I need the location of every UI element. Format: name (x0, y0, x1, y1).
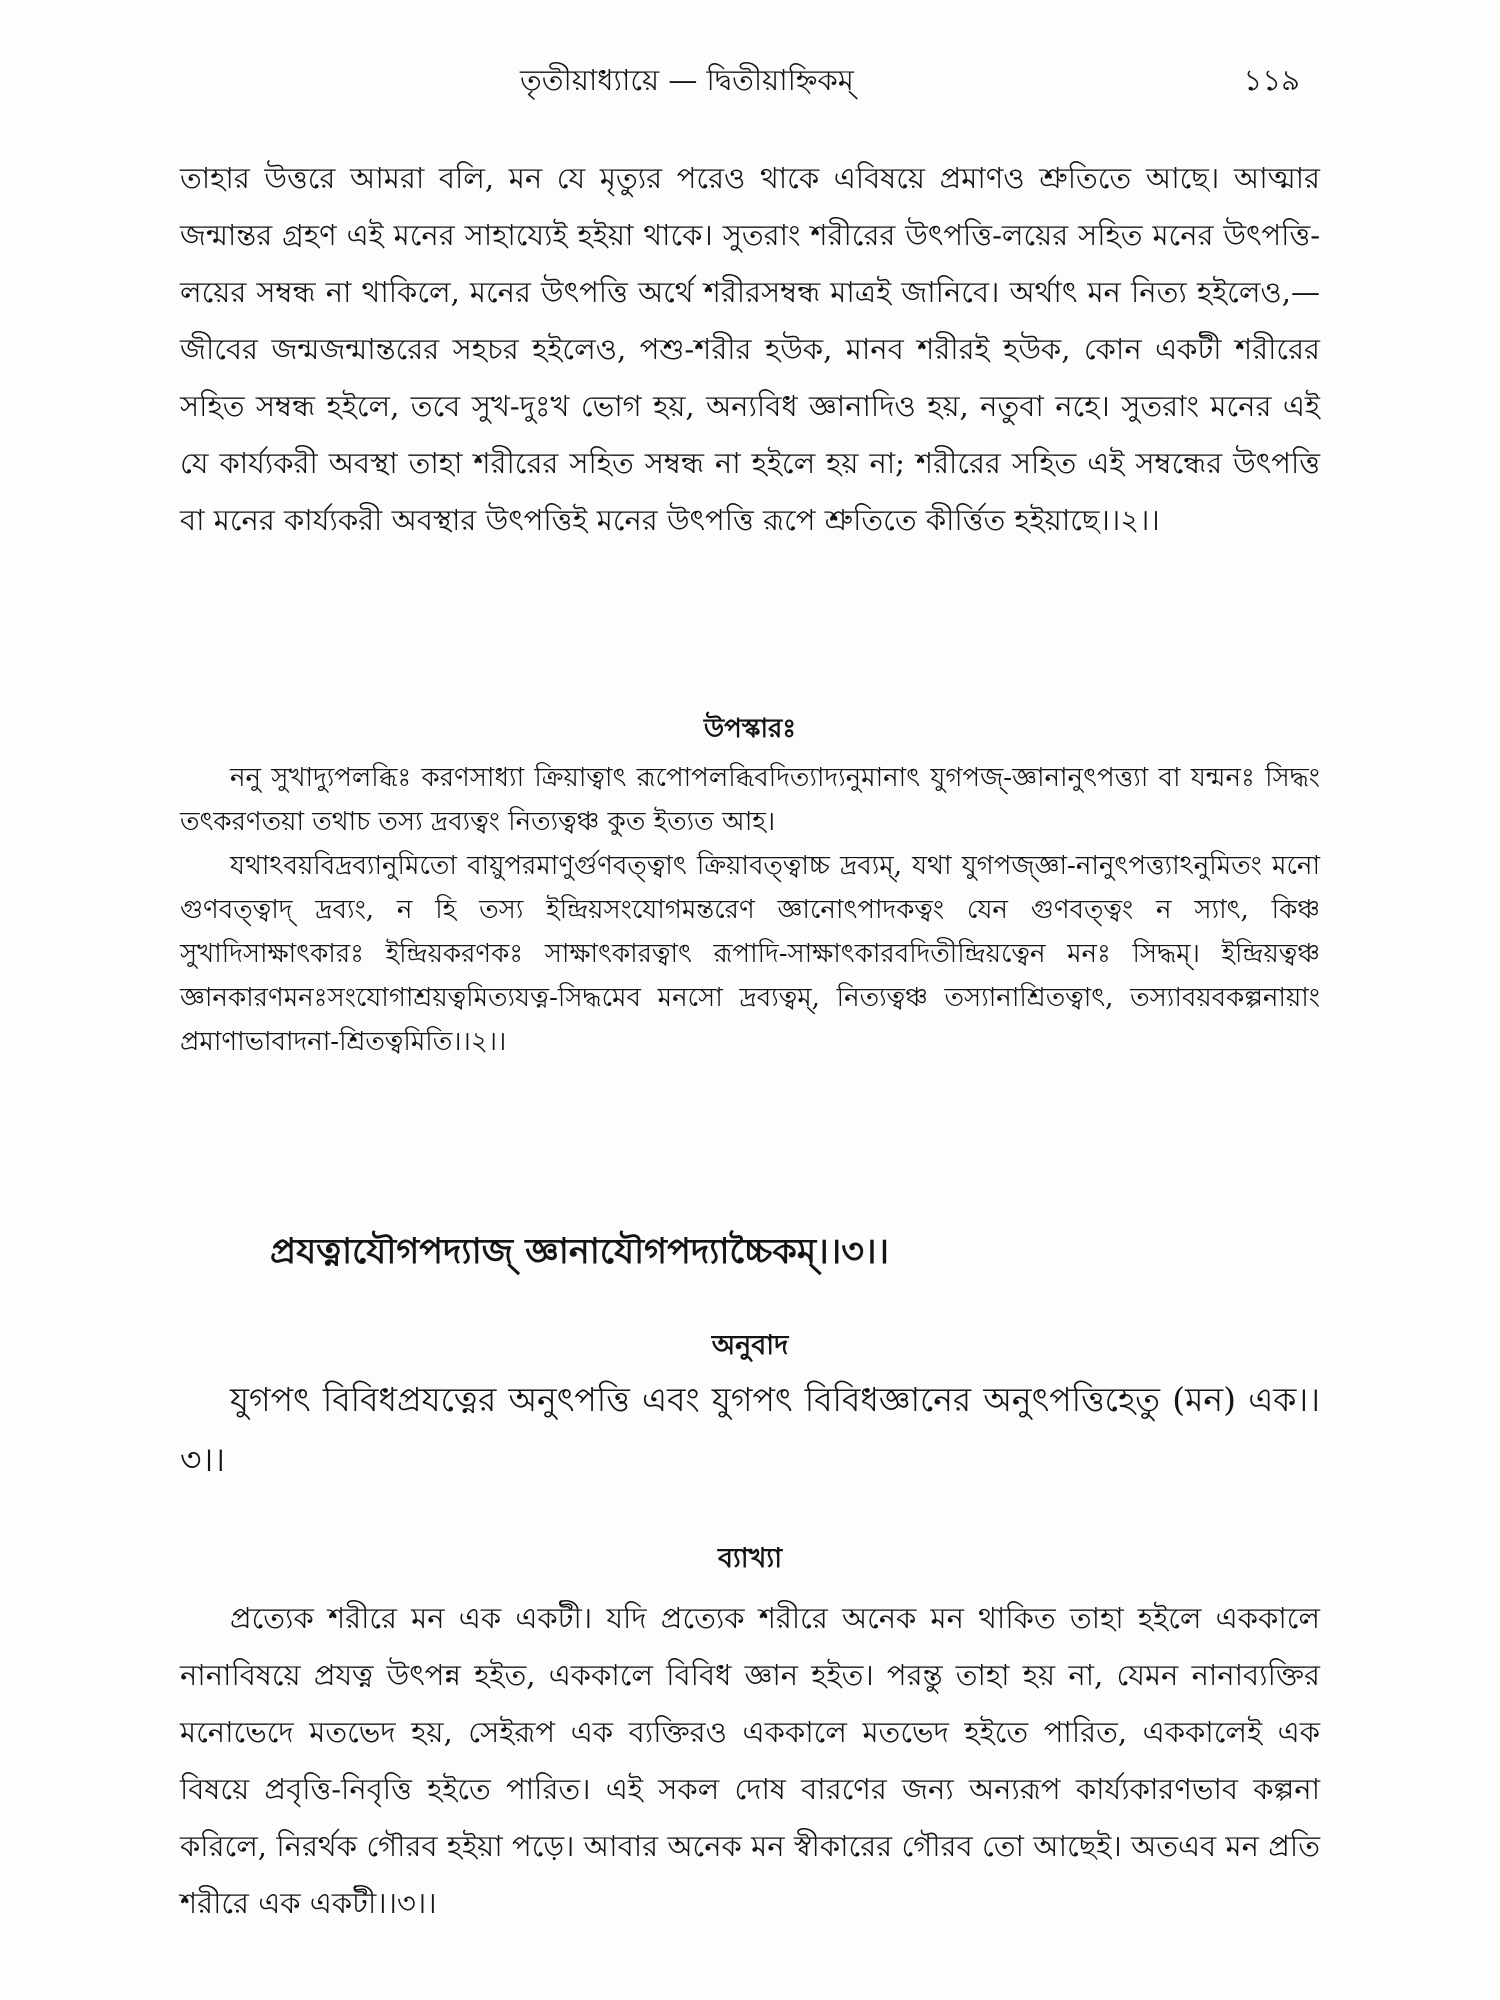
anuvad-text: যুগপৎ বিবিধপ্রযত্নের অনুৎপত্তি এবং যুগপৎ বিবিধজ্ঞানের অনুৎপত্তিহেতু (মন) এক।।৩।। (180, 1380, 1320, 1479)
upaskar-heading: উপস্কারঃ (703, 714, 797, 744)
vyakhya-text: প্রত্যেক শরীরে মন এক একটী। যদি প্রত্যেক শরীরে অনেক মন থাকিত তাহা হইলে এককালে নানাবিষয়ে প্রযত্ন উৎপন্ন হইত, এককালে বিবিধ জ্ঞান হইত। পরন্তু তাহা হয় না, যেমন নানাব্যক্তির মনোভেদে মতভেদ হয়, সেইরূপ এক ব্যক্তিরও এককালে মতভেদ হইতে পারিত, এককালেই এক বিষয়ে প্রবৃত্তি-নিবৃত্তি হইতে পারিত। এই সকল দোষ বারণের জন্য অন্যরূপ কার্য্যকারণভাব কল্পনা করিলে, নিরর্থক গৌরব হইয়া পড়ে। আবার অনেক মন স্বীকারের গৌরব তো আছেই। অতএব মন প্রতি শরীরে এক একটী।।৩।। (180, 1601, 1320, 1920)
sutra-verse: প্রযত্নাযৌগপদ্যাজ্ জ্ঞানাযৌগপদ্যাচ্চৈকম্।।৩।। (270, 1231, 890, 1272)
anuvad-heading: অনুবাদ (711, 1330, 789, 1361)
main-paragraph-text: তাহার উত্তরে আমরা বলি, মন যে মৃত্যুর পরেও থাকে এবিষয়ে প্রমাণও শ্রুতিতে আছে। আত্মার জন্মান্তর গ্রহণ এই মনের সাহায্যেই হইয়া থাকে। সুতরাং শরীরের উৎপত্তি-লয়ের সহিত মনের উৎপত্তি-লয়ের সম্বন্ধ না থাকিলে, মনের উৎপত্তি অর্থে শরীরসম্বন্ধ মাত্রই জানিবে। অর্থাৎ মন নিত্য হইলেও,—জীবের জন্মজন্মান্তরের সহচর হইলেও, পশু-শরীর হউক, মানব শরীরই হউক, কোন একটী শরীরের সহিত সম্বন্ধ হইলে, তবে সুখ-দুঃখ ভোগ হয়, অন্যবিধ জ্ঞানাদিও হয়, নতুবা নহে। সুতরাং মনের এই যে কার্য্যকরী অবস্থা তাহা শরীরের সহিত সম্বন্ধ না হইলে হয় না; শরীরের সহিত এই সম্বন্ধের উৎপত্তি বা মনের কার্য্যকরী অবস্থার উৎপত্তিই মনের উৎপত্তি রূপে শ্রুতিতে কীর্ত্তিত হইয়াছে।।২।। (180, 161, 1320, 537)
main-paragraph (180, 150, 1320, 549)
upaskar-commentary (180, 756, 1320, 1064)
anuvad-translation (180, 1370, 1320, 1490)
page-number: ১১৯ (1243, 63, 1300, 97)
chapter-title: তৃতীয়াধ্যায়ে — দ্বিতীয়াহ্নিকম্ (520, 63, 854, 97)
vyakhya-heading: ব্যাখ্যা (717, 1543, 783, 1574)
running-header (520, 58, 1300, 108)
upaskar-paragraph-1: ননু সুখাদ্যুপলব্ধিঃ করণসাধ্যা ক্রিয়াত্বাৎ রূপোপলব্ধিবদিত্যাদ্যনুমানাৎ যুগপজ্-জ্ঞানানুৎপত্ত্যা বা যন্মনঃ সিদ্ধং তৎকরণতয়া তথাচ তস্য দ্রব্যত্বং নিত্যত্বঞ্চ কুত ইত্যত আহ। (180, 763, 1320, 837)
upaskar-paragraph-2: যথাঽবয়বিদ্রব্যানুমিতো বায়ুপরমাণুর্গুণবত্ত্বাৎ ক্রিয়াবত্ত্বাচ্চ দ্রব্যম্, যথা যুগপজ্জ্ঞা-নানুৎপত্ত্যাঽনুমিতং মনো গুণবত্ত্বাদ্ দ্রব্যং, ন হি তস্য ইন্দ্রিয়সংযোগমন্তরেণ জ্ঞানোৎপাদকত্বং যেন গুণবত্ত্বং ন স্যাৎ, কিঞ্চ সুখাদিসাক্ষাৎকারঃ ইন্দ্রিয়করণকঃ সাক্ষাৎকারত্বাৎ রূপাদি-সাক্ষাৎকারবদিতীন্দ্রিয়ত্বেন মনঃ সিদ্ধম্। ইন্দ্রিয়ত্বঞ্চ জ্ঞানকারণমনঃসংযোগাশ্রয়ত্বমিত্যযত্ন-সিদ্ধমেব মনসো দ্রব্যত্বম্, নিত্যত্বঞ্চ তস্যানাশ্রিতত্বাৎ, তস্যাবয়বকল্পনায়াং প্রমাণাভাবাদনা-শ্রিতত্বমিতি।।২।। (180, 851, 1320, 1057)
vyakhya-explanation (180, 1590, 1320, 1932)
